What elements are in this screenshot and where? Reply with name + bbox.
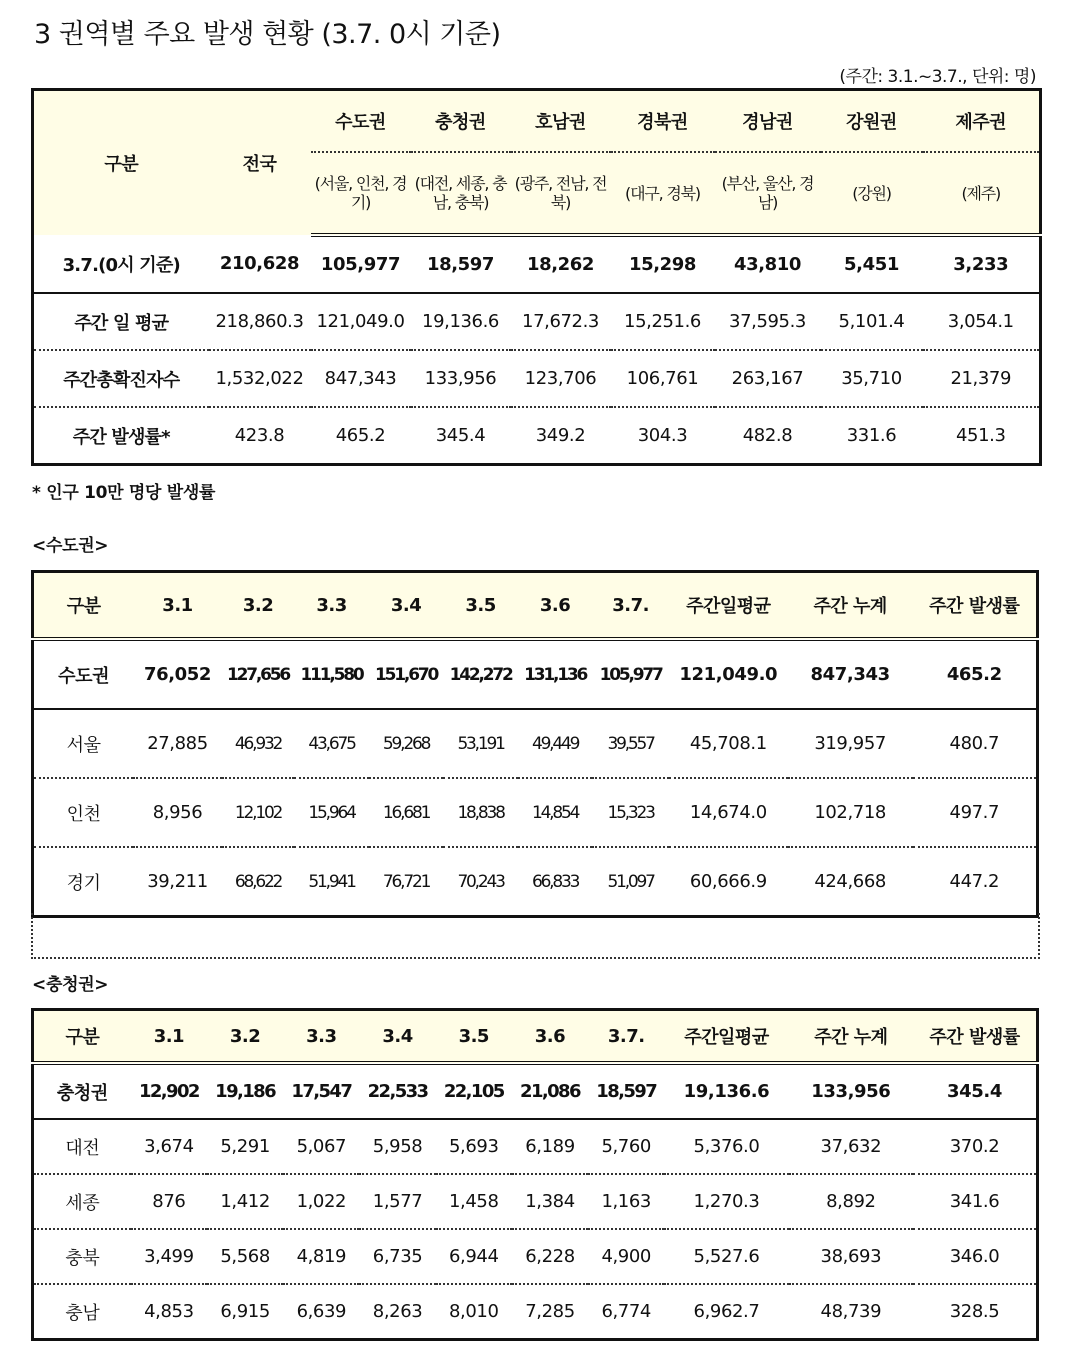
cell: 6,774	[588, 1284, 664, 1340]
column-header: 구분	[33, 1010, 131, 1064]
cell: 35,710	[821, 350, 923, 407]
row-label: 충북	[33, 1229, 131, 1284]
cell: 423.8	[209, 407, 311, 465]
cell: 53,191	[457, 733, 504, 754]
cell: 102,718	[788, 778, 913, 847]
cell: 1,384	[512, 1174, 588, 1229]
cell: 876	[131, 1174, 207, 1229]
row-label: 수도권	[33, 639, 134, 709]
cell: 465.2	[913, 639, 1038, 709]
cell: 39,211	[133, 847, 222, 917]
row-label: 충남	[33, 1284, 131, 1340]
cell: 480.7	[949, 733, 1000, 754]
table-row	[33, 1229, 1038, 1284]
cell: 121,049.0	[669, 639, 788, 709]
cell: 16,681	[369, 778, 444, 847]
column-header: 주간 발생률	[913, 572, 1038, 640]
cell: 37,632	[820, 1136, 882, 1157]
column-header: 3.2	[222, 572, 295, 640]
header-region: 호남권	[511, 90, 611, 153]
cell: 6,735	[359, 1229, 435, 1284]
cell: 346.0	[913, 1229, 1037, 1284]
cell: 263,167	[715, 350, 821, 407]
cell: 424,668	[788, 847, 913, 917]
header-region: 수도권	[311, 90, 411, 153]
section-title-chungcheong: <충청권>	[32, 975, 109, 995]
cell: 39,557	[607, 733, 654, 754]
cell: 17,672.3	[522, 311, 599, 332]
column-header: 주간 누계	[789, 1010, 913, 1064]
cell: 349.2	[511, 407, 611, 465]
row-label: 주간총확진자수	[33, 350, 209, 407]
cell: 4,853	[131, 1284, 207, 1340]
cell: 451.3	[923, 407, 1041, 465]
table-row	[33, 1174, 1038, 1229]
cell: 15,251.6	[624, 311, 701, 332]
cell: 304.3	[611, 407, 715, 465]
column-header: 3.3	[283, 1010, 359, 1064]
cell: 15,298	[611, 235, 715, 293]
cell: 21,086	[512, 1063, 588, 1119]
cell: 151,670	[369, 639, 444, 709]
table-row	[33, 1284, 1038, 1340]
row-label: 주간 일 평균	[74, 312, 169, 334]
cell: 465.2	[311, 407, 411, 465]
cell: 43,810	[715, 235, 821, 293]
column-header: 3.7.	[588, 1010, 664, 1064]
table-row	[33, 709, 1038, 778]
cell: 14,674.0	[669, 778, 788, 847]
empty-dotted-box	[31, 913, 1040, 959]
cell: 48,739	[789, 1284, 913, 1340]
cell: 447.2	[913, 847, 1038, 917]
table-row	[33, 235, 1041, 293]
cell: 131,136	[518, 639, 593, 709]
cell: 105,977	[311, 235, 411, 293]
cell: 76,052	[133, 639, 222, 709]
column-header: 주간일평균	[669, 572, 788, 640]
cell: 19,136.6	[664, 1063, 788, 1119]
cell: 6,228	[512, 1229, 588, 1284]
cell: 105,977	[592, 639, 669, 709]
cell: 12,102	[222, 778, 295, 847]
table-row	[33, 639, 1038, 709]
cell: 5,527.6	[664, 1229, 788, 1284]
cell: 43,675	[308, 733, 355, 754]
cell: 7,285	[512, 1284, 588, 1340]
cell: 5,067	[296, 1136, 347, 1157]
header-region: 강원권	[821, 90, 923, 153]
cell: 370.2	[949, 1136, 1000, 1157]
cell: 3,674	[144, 1136, 194, 1157]
regional-overview-table	[31, 88, 1042, 466]
cell: 1,412	[207, 1174, 283, 1229]
cell: 3,233	[923, 235, 1041, 293]
cell: 1,577	[359, 1174, 435, 1229]
cell: 49,449	[531, 733, 579, 754]
cell: 66,833	[518, 847, 593, 917]
column-header: 3.5	[443, 572, 518, 640]
cell: 123,706	[511, 350, 611, 407]
cell: 847,343	[788, 639, 913, 709]
table-row	[33, 1119, 1038, 1174]
cell: 51,941	[294, 847, 369, 917]
cell: 5,958	[372, 1136, 423, 1157]
cell: 5,101.4	[838, 311, 905, 332]
header-region-sub: (제주)	[923, 152, 1041, 235]
cell: 18,262	[511, 235, 611, 293]
row-label: 충청권	[33, 1063, 131, 1119]
header-region-sub: (대구, 경북)	[611, 152, 715, 235]
cell: 133,956	[789, 1063, 913, 1119]
cell: 18,838	[443, 778, 518, 847]
cell: 46,932	[234, 733, 282, 754]
row-label: 주간 발생률*	[33, 407, 209, 465]
cell: 19,186	[207, 1063, 283, 1119]
cell: 142,272	[443, 639, 518, 709]
cell: 121,049.0	[316, 311, 405, 332]
header-region: 경남권	[715, 90, 821, 153]
header-region-sub: (부산, 울산, 경남)	[715, 152, 821, 235]
table-row	[33, 350, 1041, 407]
cell: 341.6	[913, 1174, 1037, 1229]
cell: 14,854	[518, 778, 593, 847]
column-header: 구분	[33, 572, 134, 640]
cell: 17,547	[283, 1063, 359, 1119]
cell: 6,639	[283, 1284, 359, 1340]
header-region: 제주권	[923, 90, 1041, 153]
column-header: 3.4	[369, 572, 444, 640]
cell: 345.4	[913, 1063, 1037, 1119]
cell: 1,532,022	[209, 350, 311, 407]
cell: 19,136.6	[422, 311, 499, 332]
cell: 22,533	[359, 1063, 435, 1119]
header-category: 구분	[33, 90, 209, 236]
cell: 21,379	[923, 350, 1041, 407]
cell: 68,622	[222, 847, 295, 917]
cell: 127,656	[222, 639, 295, 709]
cell: 4,900	[588, 1229, 664, 1284]
cell: 847,343	[311, 350, 411, 407]
row-label: 인천	[33, 778, 134, 847]
cell: 37,595.3	[729, 311, 806, 332]
cell: 8,956	[133, 778, 222, 847]
cell: 70,243	[443, 847, 518, 917]
table-row	[33, 1063, 1038, 1119]
cell: 15,323	[592, 778, 669, 847]
column-header: 3.2	[207, 1010, 283, 1064]
cell: 60,666.9	[669, 847, 788, 917]
cell: 482.8	[715, 407, 821, 465]
table-row	[33, 778, 1038, 847]
row-label: 서울	[66, 734, 101, 756]
cell: 6,962.7	[664, 1284, 788, 1340]
header-region: 충청권	[411, 90, 511, 153]
cell: 38,693	[789, 1229, 913, 1284]
cell: 18,597	[411, 235, 511, 293]
cell: 5,568	[207, 1229, 283, 1284]
cell: 497.7	[913, 778, 1038, 847]
capital-area-table	[31, 570, 1039, 918]
cell: 331.6	[821, 407, 923, 465]
table-row	[33, 847, 1038, 917]
row-label: 3.7.(0시 기준)	[33, 235, 209, 293]
cell: 22,105	[436, 1063, 512, 1119]
cell: 3,054.1	[947, 311, 1014, 332]
page-title: 3 권역별 주요 발생 현황 (3.7. 0시 기준)	[34, 19, 501, 50]
cell: 319,957	[814, 733, 886, 754]
column-header: 3.3	[294, 572, 369, 640]
cell: 12,902	[131, 1063, 207, 1119]
cell: 8,263	[359, 1284, 435, 1340]
cell: 6,189	[525, 1136, 575, 1157]
section-title-capital: <수도권>	[32, 536, 109, 556]
cell: 5,693	[449, 1136, 499, 1157]
row-label: 세종	[33, 1174, 131, 1229]
cell: 106,761	[611, 350, 715, 407]
header-region: 경북권	[611, 90, 715, 153]
cell: 6,944	[436, 1229, 512, 1284]
table-row	[33, 407, 1041, 465]
cell: 5,451	[821, 235, 923, 293]
header-national: 전국	[209, 90, 311, 236]
column-header: 3.7.	[592, 572, 669, 640]
chungcheong-area-table	[31, 1008, 1039, 1341]
footnote: * 인구 10만 명당 발생률	[32, 483, 216, 503]
cell: 8,892	[789, 1174, 913, 1229]
column-header: 3.5	[436, 1010, 512, 1064]
cell: 133,956	[411, 350, 511, 407]
cell: 111,580	[294, 639, 369, 709]
column-header: 3.6	[512, 1010, 588, 1064]
cell: 45,708.1	[689, 733, 767, 754]
cell: 1,022	[283, 1174, 359, 1229]
cell: 51,097	[592, 847, 669, 917]
cell: 345.4	[411, 407, 511, 465]
row-label: 대전	[65, 1137, 100, 1159]
cell: 1,163	[588, 1174, 664, 1229]
column-header: 3.6	[518, 572, 593, 640]
cell: 328.5	[913, 1284, 1037, 1340]
cell: 5,376.0	[693, 1136, 760, 1157]
header-region-sub: (광주, 전남, 전북)	[511, 152, 611, 235]
column-header: 3.4	[359, 1010, 435, 1064]
cell: 1,458	[436, 1174, 512, 1229]
row-label: 경기	[33, 847, 134, 917]
cell: 27,885	[147, 733, 208, 754]
column-header: 3.1	[133, 572, 222, 640]
cell: 210,628	[209, 235, 311, 293]
cell: 1,270.3	[664, 1174, 788, 1229]
table-header-row	[33, 572, 1038, 640]
cell: 6,915	[207, 1284, 283, 1340]
cell: 5,291	[220, 1136, 270, 1157]
table-header-row	[33, 1010, 1038, 1064]
table-row	[33, 293, 1041, 350]
unit-note: (주간: 3.1.~3.7., 단위: 명)	[839, 67, 1036, 87]
cell: 59,268	[382, 733, 430, 754]
cell: 18,597	[588, 1063, 664, 1119]
header-region-sub: (강원)	[821, 152, 923, 235]
cell: 4,819	[283, 1229, 359, 1284]
header-region-sub: (대전, 세종, 충남, 충북)	[411, 152, 511, 235]
column-header: 3.1	[131, 1010, 207, 1064]
header-region-sub: (서울, 인천, 경기)	[311, 152, 411, 235]
cell: 76,721	[369, 847, 444, 917]
cell: 5,760	[601, 1136, 651, 1157]
cell: 218,860.3	[215, 311, 304, 332]
cell: 3,499	[131, 1229, 207, 1284]
column-header: 주간 발생률	[913, 1010, 1037, 1064]
column-header: 주간일평균	[664, 1010, 788, 1064]
cell: 8,010	[436, 1284, 512, 1340]
cell: 15,964	[294, 778, 369, 847]
column-header: 주간 누계	[788, 572, 913, 640]
